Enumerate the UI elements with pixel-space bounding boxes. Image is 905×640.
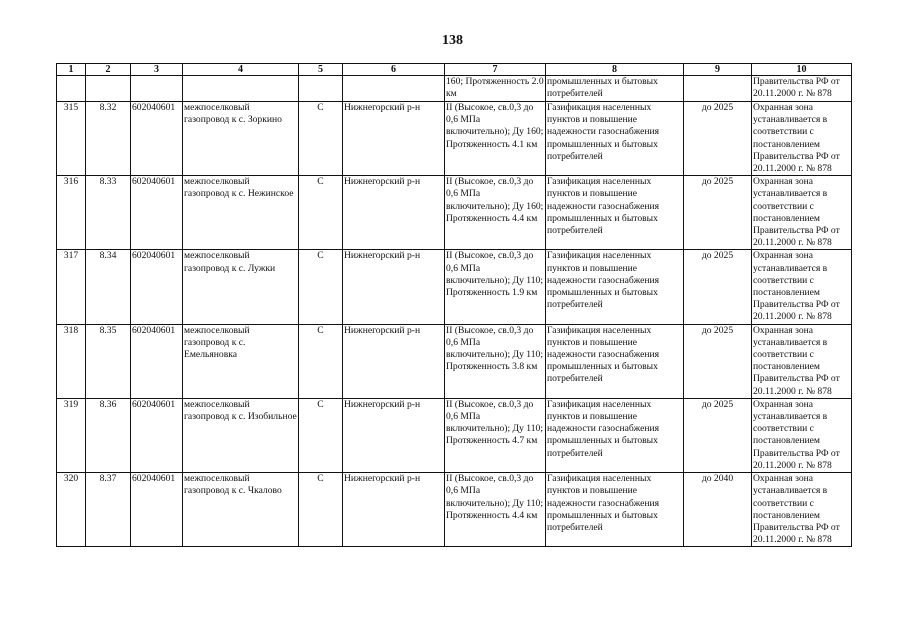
- cell-code: 602040601: [131, 473, 183, 547]
- cell-zone: Охранная зона устанавливается в соответствии с постановлением Правительства РФ от 20.11.2000 г. № 878: [752, 102, 852, 176]
- cell-term: до 2040: [684, 473, 752, 547]
- cell-status: С: [299, 250, 343, 324]
- cell-district: Нижнегорский р-н: [343, 398, 445, 472]
- column-header: 7: [445, 64, 546, 76]
- table-row: [57, 102, 852, 176]
- cell-params: II (Высокое, св.0,3 до 0,6 МПа включительно); Ду 110; Протяженность 4.4 км: [445, 473, 546, 547]
- column-header: 3: [131, 64, 183, 76]
- column-header: 8: [546, 64, 684, 76]
- cell-index: 8.37: [86, 473, 131, 547]
- cell-params: 160; Протяженность 2.0 км: [445, 76, 546, 102]
- cell-index: 8.36: [86, 398, 131, 472]
- column-header: 1: [57, 64, 86, 76]
- cell-status: С: [299, 102, 343, 176]
- cell-zone: Правительства РФ от 20.11.2000 г. № 878: [752, 76, 852, 102]
- cell-term: до 2025: [684, 176, 752, 250]
- continuation-row: [57, 76, 852, 102]
- cell-zone: Охранная зона устанавливается в соответствии с постановлением Правительства РФ от 20.11.2000 г. № 878: [752, 324, 852, 398]
- cell-number: 319: [57, 398, 86, 472]
- cell-term: до 2025: [684, 324, 752, 398]
- cell-code: 602040601: [131, 324, 183, 398]
- cell-index: 8.35: [86, 324, 131, 398]
- cell-term: до 2025: [684, 398, 752, 472]
- table-row: [57, 250, 852, 324]
- cell-status: С: [299, 398, 343, 472]
- cell-district: Нижнегорский р-н: [343, 102, 445, 176]
- table-row: [57, 324, 852, 398]
- gas-pipeline-table: [56, 63, 852, 547]
- cell-index: 8.32: [86, 102, 131, 176]
- cell-index: 8.34: [86, 250, 131, 324]
- cell-name: межпоселковый газопровод к с. Лужки: [183, 250, 299, 324]
- table-row: [57, 473, 852, 547]
- column-header: 5: [299, 64, 343, 76]
- cell-name: межпоселковый газопровод к с. Нежинское: [183, 176, 299, 250]
- cell-number: 317: [57, 250, 86, 324]
- cell-purpose: промышленных и бытовых потребителей: [546, 76, 684, 102]
- cell-zone: Охранная зона устанавливается в соответствии с постановлением Правительства РФ от 20.11.2000 г. № 878: [752, 473, 852, 547]
- cell-params: II (Высокое, св.0,3 до 0,6 МПа включительно); Ду 160; Протяженность 4.1 км: [445, 102, 546, 176]
- cell-status: С: [299, 473, 343, 547]
- cell-name: межпоселковый газопровод к с. Емельяновка: [183, 324, 299, 398]
- cell-purpose: Газификация населенных пунктов и повышение надежности газоснабжения промышленных и бытовых потребителей: [546, 102, 684, 176]
- column-header: 4: [183, 64, 299, 76]
- cell-purpose: Газификация населенных пунктов и повышение надежности газоснабжения промышленных и бытовых потребителей: [546, 250, 684, 324]
- column-header: 10: [752, 64, 852, 76]
- cell-term: до 2025: [684, 102, 752, 176]
- cell-purpose: Газификация населенных пунктов и повышение надежности газоснабжения промышленных и бытовых потребителей: [546, 176, 684, 250]
- cell-params: II (Высокое, св.0,3 до 0,6 МПа включительно); Ду 110; Протяженность 3.8 км: [445, 324, 546, 398]
- cell-name: межпоселковый газопровод к с. Зоркино: [183, 102, 299, 176]
- column-header: 6: [343, 64, 445, 76]
- cell-number: 315: [57, 102, 86, 176]
- cell-district: Нижнегорский р-н: [343, 473, 445, 547]
- cell-params: II (Высокое, св.0,3 до 0,6 МПа включительно); Ду 160; Протяженность 4.4 км: [445, 176, 546, 250]
- cell-district: Нижнегорский р-н: [343, 176, 445, 250]
- cell-params: II (Высокое, св.0,3 до 0,6 МПа включительно); Ду 110; Протяженность 4.7 км: [445, 398, 546, 472]
- cell-purpose: Газификация населенных пунктов и повышение надежности газоснабжения промышленных и бытовых потребителей: [546, 398, 684, 472]
- cell-purpose: Газификация населенных пунктов и повышение надежности газоснабжения промышленных и бытовых потребителей: [546, 324, 684, 398]
- cell-district: Нижнегорский р-н: [343, 324, 445, 398]
- cell-status: С: [299, 176, 343, 250]
- cell-district: Нижнегорский р-н: [343, 250, 445, 324]
- cell-code: 602040601: [131, 250, 183, 324]
- cell-name: межпоселковый газопровод к с. Чкалово: [183, 473, 299, 547]
- cell-number: 320: [57, 473, 86, 547]
- cell-code: 602040601: [131, 398, 183, 472]
- table-row: [57, 176, 852, 250]
- column-header: 2: [86, 64, 131, 76]
- cell-status: С: [299, 324, 343, 398]
- table-row: [57, 398, 852, 472]
- cell-number: 318: [57, 324, 86, 398]
- page-number: 138: [442, 33, 463, 48]
- cell-zone: Охранная зона устанавливается в соответствии с постановлением Правительства РФ от 20.11.2000 г. № 878: [752, 250, 852, 324]
- column-header: 9: [684, 64, 752, 76]
- table-header-row: [57, 64, 852, 76]
- cell-index: 8.33: [86, 176, 131, 250]
- cell-zone: Охранная зона устанавливается в соответствии с постановлением Правительства РФ от 20.11.2000 г. № 878: [752, 398, 852, 472]
- cell-code: 602040601: [131, 102, 183, 176]
- cell-purpose: Газификация населенных пунктов и повышение надежности газоснабжения промышленных и бытовых потребителей: [546, 473, 684, 547]
- cell-code: 602040601: [131, 176, 183, 250]
- cell-term: до 2025: [684, 250, 752, 324]
- cell-zone: Охранная зона устанавливается в соответствии с постановлением Правительства РФ от 20.11.2000 г. № 878: [752, 176, 852, 250]
- cell-params: II (Высокое, св.0,3 до 0,6 МПа включительно); Ду 110; Протяженность 1.9 км: [445, 250, 546, 324]
- cell-number: 316: [57, 176, 86, 250]
- cell-name: межпоселковый газопровод к с. Изобильное: [183, 398, 299, 472]
